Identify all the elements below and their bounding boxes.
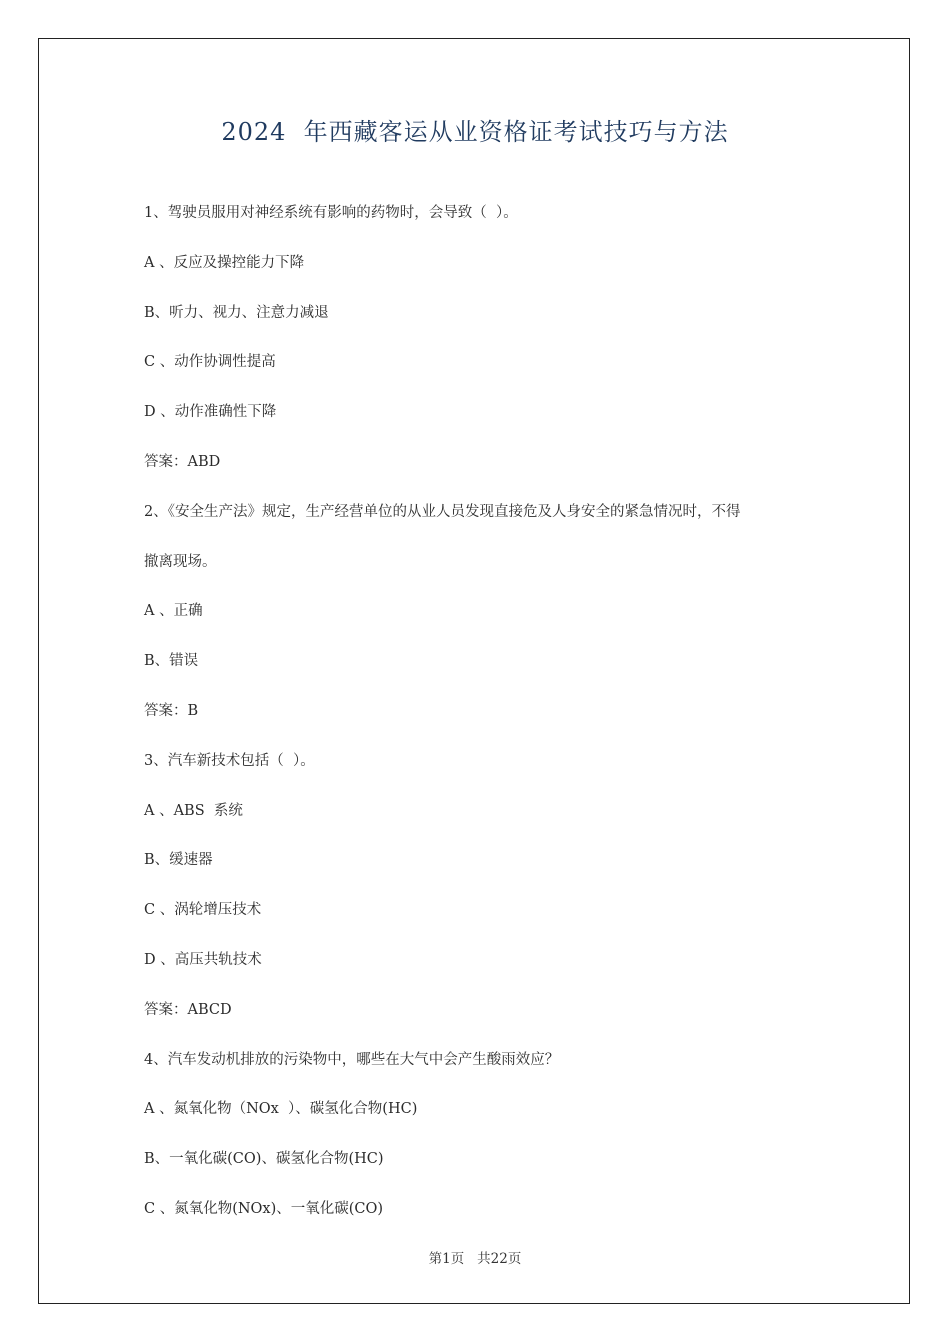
question-1-stem: 1、驾驶员服用对神经系统有影响的药物时，会导致（ ）。 — [144, 205, 518, 221]
question-1-option-a: A 、反应及操控能力下降 — [144, 254, 305, 271]
question-1-answer: 答案：ABD — [144, 453, 221, 470]
question-4-option-b: B、一氧化碳(CO)、碳氢化合物(HC) — [144, 1151, 384, 1168]
question-1-option-d: D 、动作准确性下降 — [144, 404, 277, 421]
question-1-option-b: B、听力、视力、注意力减退 — [144, 304, 329, 321]
question-3-option-d: D 、高压共轨技术 — [144, 951, 262, 968]
question-2-option-b: B、错误 — [144, 653, 199, 670]
page-footer: 第1页 共22页 — [428, 1251, 522, 1267]
question-4-option-a: A 、氮氧化物（NOx ）、碳氢化合物(HC) — [144, 1101, 418, 1118]
question-4-option-c: C 、氮氧化物(NOx)、一氧化碳(CO) — [144, 1200, 384, 1217]
question-1-option-c: C 、动作协调性提高 — [144, 354, 276, 371]
question-3-stem: 3、汽车新技术包括（ ）。 — [144, 752, 315, 769]
question-3-answer: 答案：ABCD — [144, 1001, 232, 1018]
question-4-stem: 4、汽车发动机排放的污染物中，哪些在大气中会产生酸雨效应？ — [144, 1051, 560, 1068]
question-3-option-b: B、缓速器 — [144, 852, 213, 869]
question-2-stem-continued: 撤离现场。 — [144, 553, 217, 570]
question-list — [144, 198, 824, 1244]
question-3-option-a: A 、ABS 系统 — [144, 802, 243, 819]
question-2-option-a: A 、正确 — [144, 603, 203, 620]
document-title: 2024 年西藏客运从业资格证考试技巧与方法 — [221, 118, 729, 146]
question-3-option-c: C 、涡轮增压技术 — [144, 902, 262, 919]
question-2-stem: 2、《安全生产法》规定，生产经营单位的从业人员发现直接危及人身安全的紧急情况时，不得 — [144, 503, 741, 520]
question-2-answer: 答案：B — [144, 702, 199, 719]
